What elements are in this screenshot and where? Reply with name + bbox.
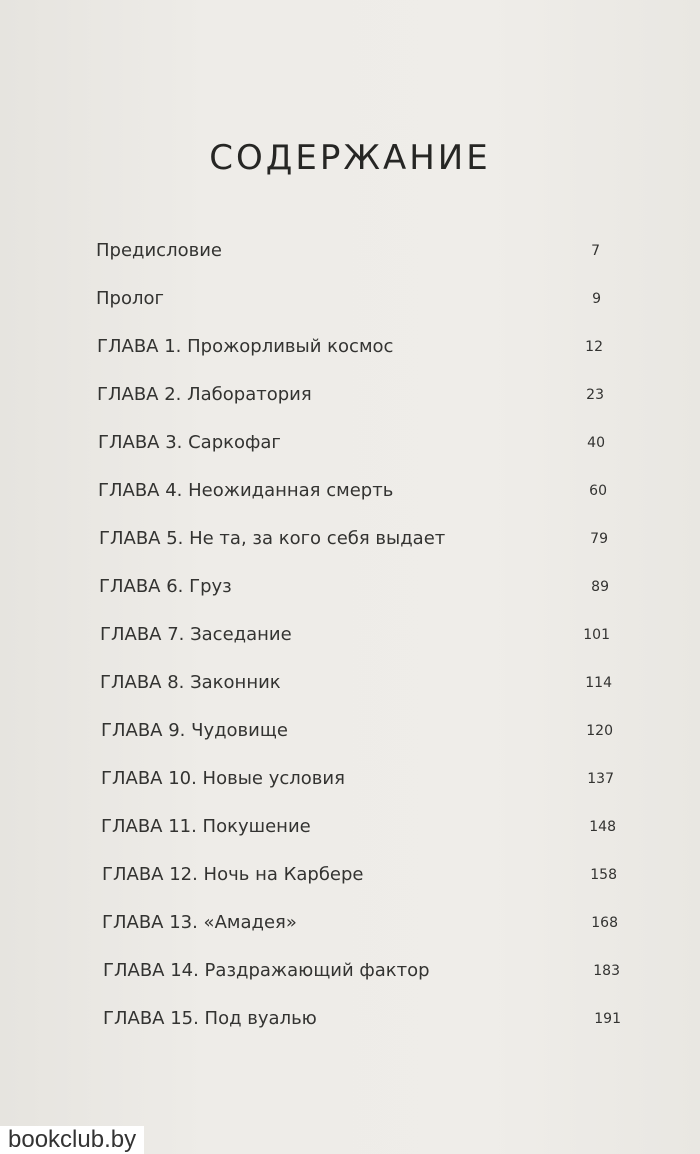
- toc-entry: [96, 236, 600, 266]
- toc-entry-title: ГЛАВА 13. «Амадея»: [102, 912, 297, 933]
- toc-entry-page-number: 183: [593, 963, 620, 979]
- toc-entry-page-number: 158: [590, 867, 617, 883]
- toc-entry-page-number: 60: [589, 483, 607, 499]
- toc-entry-page-number: 23: [586, 387, 604, 403]
- toc-entry: [102, 908, 618, 938]
- page-title: СОДЕРЖАНИЕ: [209, 138, 491, 178]
- toc-entry-title: ГЛАВА 4. Неожиданная смерть: [98, 480, 394, 501]
- toc-entry-title: ГЛАВА 12. Ночь на Карбере: [102, 864, 364, 885]
- toc-entry: [101, 764, 614, 794]
- toc-entry-title: Предисловие: [96, 240, 222, 261]
- toc-entry-title: ГЛАВА 3. Саркофаг: [98, 432, 281, 453]
- watermark: bookclub.by: [0, 1126, 144, 1154]
- toc-entry-title: ГЛАВА 11. Покушение: [101, 816, 311, 837]
- toc-entry-page-number: 114: [585, 675, 612, 691]
- toc-entry-page-number: 40: [587, 435, 605, 451]
- toc-entry-title: ГЛАВА 8. Законник: [100, 672, 281, 693]
- toc-entry: [100, 668, 612, 698]
- toc-entry-page-number: 9: [592, 291, 601, 307]
- toc-entry-page-number: 101: [583, 627, 610, 643]
- toc-entry-title: ГЛАВА 14. Раздражающий фактор: [103, 960, 430, 981]
- toc-entry-page-number: 137: [587, 771, 614, 787]
- toc-entry-page-number: 191: [594, 1011, 621, 1027]
- toc-entry: [101, 716, 613, 746]
- toc-entry-title: Пролог: [96, 288, 164, 309]
- toc-entry-title: ГЛАВА 5. Не та, за кого себя выдает: [99, 528, 446, 549]
- toc-entry: [97, 332, 603, 362]
- toc-entry: [102, 860, 617, 890]
- toc-entry-page-number: 12: [585, 339, 603, 355]
- toc-entry-page-number: 7: [591, 243, 600, 259]
- toc-entry: [99, 572, 609, 602]
- toc-entry: [98, 476, 607, 506]
- toc-entry-title: ГЛАВА 10. Новые условия: [101, 768, 345, 789]
- toc-entry-page-number: 148: [589, 819, 616, 835]
- toc-entry-page-number: 79: [590, 531, 608, 547]
- toc-entry-title: ГЛАВА 1. Прожорливый космос: [97, 336, 394, 357]
- toc-entry-page-number: 168: [591, 915, 618, 931]
- toc-entry-page-number: 89: [591, 579, 609, 595]
- toc-entry: [97, 380, 604, 410]
- toc-entry: [98, 428, 605, 458]
- toc-entry: [103, 1004, 621, 1034]
- toc-entry-title: ГЛАВА 2. Лаборатория: [97, 384, 312, 405]
- toc-entry-title: ГЛАВА 6. Груз: [99, 576, 232, 597]
- toc-entry-title: ГЛАВА 9. Чудовище: [101, 720, 288, 741]
- toc-entry-page-number: 120: [586, 723, 613, 739]
- toc-entry: [100, 620, 610, 650]
- toc-entry-title: ГЛАВА 15. Под вуалью: [103, 1008, 317, 1029]
- toc-entry-title: ГЛАВА 7. Заседание: [100, 624, 292, 645]
- toc-entry: [99, 524, 608, 554]
- toc-entry: [101, 812, 616, 842]
- toc-entry: [103, 956, 620, 986]
- toc-entry: [96, 284, 601, 314]
